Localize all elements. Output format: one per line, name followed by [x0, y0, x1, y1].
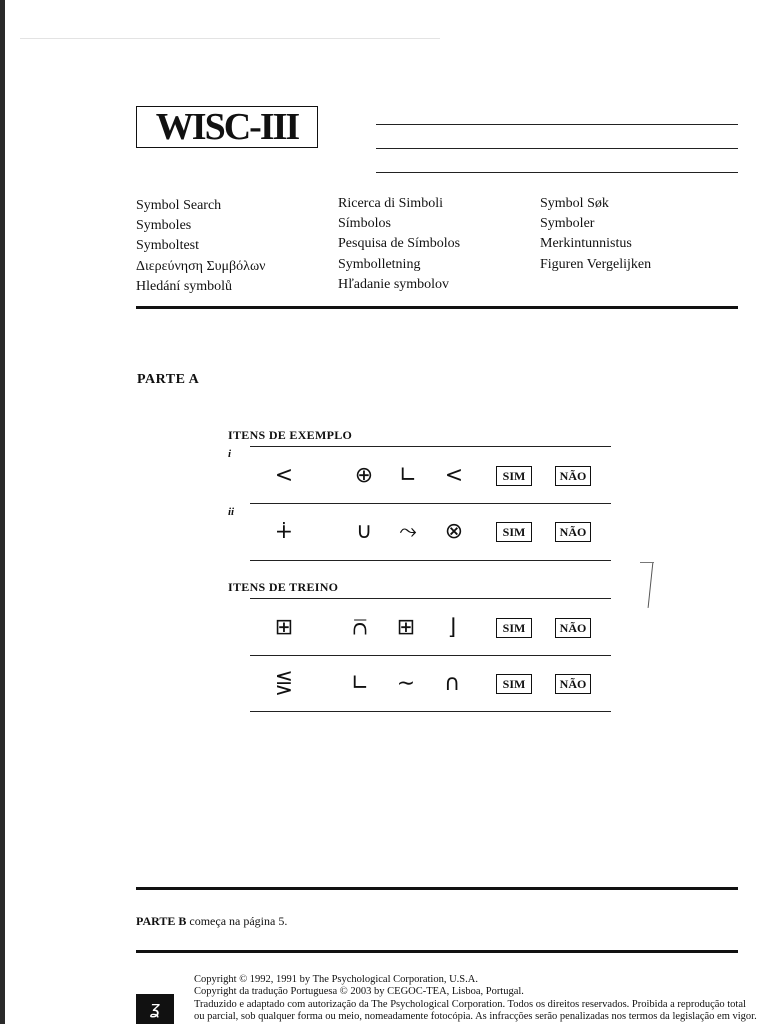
- row-divider: [250, 560, 611, 561]
- language-name: Διερεύνηση Συμβόλων: [136, 258, 266, 274]
- search-symbol: ∩: [443, 671, 461, 696]
- language-name: Symbol Søk: [540, 196, 609, 211]
- language-name: Merkintunnistus: [540, 236, 632, 252]
- search-symbol: ⊕: [354, 463, 374, 488]
- name-line-3: [376, 172, 738, 173]
- name-line-2: [376, 148, 738, 149]
- part-b-text: começa na página 5.: [186, 914, 288, 928]
- sim-box[interactable]: SIM: [496, 522, 532, 542]
- part-b-label: PARTE B: [136, 914, 187, 928]
- scan-top-edge: [20, 38, 440, 39]
- language-name: Ricerca di Simboli: [338, 196, 443, 211]
- row-number: ii: [228, 506, 235, 518]
- publisher-logo-icon: ʓ: [136, 994, 174, 1024]
- language-name: Figuren Vergelijken: [540, 256, 652, 272]
- training-items-title: ITENS DE TREINO: [228, 580, 339, 594]
- search-symbol: <: [444, 463, 464, 488]
- search-symbol: ⊞: [396, 615, 416, 640]
- nao-box[interactable]: NÃO: [555, 522, 591, 542]
- language-name: Symbolletning: [338, 256, 421, 272]
- target-symbol: <: [274, 463, 294, 488]
- copyright-line: Traduzido e adaptado com autorização da The Psychological Corporation. Todos os direitos reservados. Proibida a reprodução total: [194, 998, 746, 1010]
- language-column-3: [540, 194, 651, 275]
- language-name: Hľadanie symbolov: [338, 276, 450, 292]
- language-name: Symboltest: [136, 238, 200, 254]
- search-symbol: ∟: [398, 463, 418, 488]
- search-symbol: ⩃: [352, 615, 368, 640]
- copyright-line: Copyright © 1992, 1991 by The Psychological Corporation, U.S.A.: [194, 974, 478, 985]
- copyright-line: Copyright da tradução Portuguesa © 2003 by CEGOC-TEA, Lisboa, Portugal.: [194, 986, 524, 998]
- nao-box[interactable]: NÃO: [555, 618, 591, 638]
- target-symbol: ⊞: [274, 615, 294, 640]
- row-divider: [250, 503, 611, 504]
- pencil-mark: [640, 562, 654, 563]
- language-name: Pesquisa de Símbolos: [338, 236, 461, 252]
- language-name: Símbolos: [338, 216, 391, 232]
- copyright-block: [194, 974, 768, 1024]
- header-divider: [136, 306, 738, 309]
- search-symbol: ⊗: [444, 519, 464, 544]
- copyright-divider: [136, 950, 738, 953]
- part-a-title: PARTE A: [137, 372, 200, 387]
- example-top-line: [250, 446, 611, 447]
- language-name: Symboler: [540, 216, 595, 232]
- nao-box[interactable]: NÃO: [555, 466, 591, 486]
- name-line-1: [376, 124, 738, 125]
- example-items-title: ITENS DE EXEMPLO: [228, 428, 353, 442]
- search-symbol: ∼: [396, 671, 416, 696]
- language-name: Symboles: [136, 218, 192, 234]
- search-symbol: ⤳: [399, 519, 417, 544]
- sim-box[interactable]: SIM: [496, 618, 532, 638]
- search-symbol: ∟: [350, 671, 370, 696]
- part-b-note: [136, 914, 287, 929]
- target-symbol: ∔: [274, 519, 294, 544]
- nao-box[interactable]: NÃO: [555, 674, 591, 694]
- search-symbol: ∪: [355, 519, 373, 544]
- language-column-2: [338, 194, 460, 295]
- copyright-line: ou parcial, sob qualquer forma ou meio, nomeadamente fotocópia. As infracções serão penalizadas nos termos da legislação em vigor.: [194, 1011, 757, 1023]
- sim-box[interactable]: SIM: [496, 674, 532, 694]
- scan-left-edge: [0, 0, 5, 1024]
- language-column-1: [136, 196, 266, 297]
- row-divider: [250, 711, 611, 712]
- search-symbol: ⌋: [447, 615, 457, 640]
- language-name: Hledání symbolů: [136, 278, 233, 294]
- pencil-mark: [648, 562, 654, 608]
- row-divider: [250, 655, 611, 656]
- wisc-logo: WISC-III: [136, 106, 318, 148]
- language-name: Symbol Search: [136, 198, 222, 213]
- bottom-divider: [136, 887, 738, 890]
- sim-box[interactable]: SIM: [496, 466, 532, 486]
- row-number: i: [228, 448, 232, 460]
- training-top-line: [250, 598, 611, 599]
- target-symbol: ⋚: [274, 671, 294, 696]
